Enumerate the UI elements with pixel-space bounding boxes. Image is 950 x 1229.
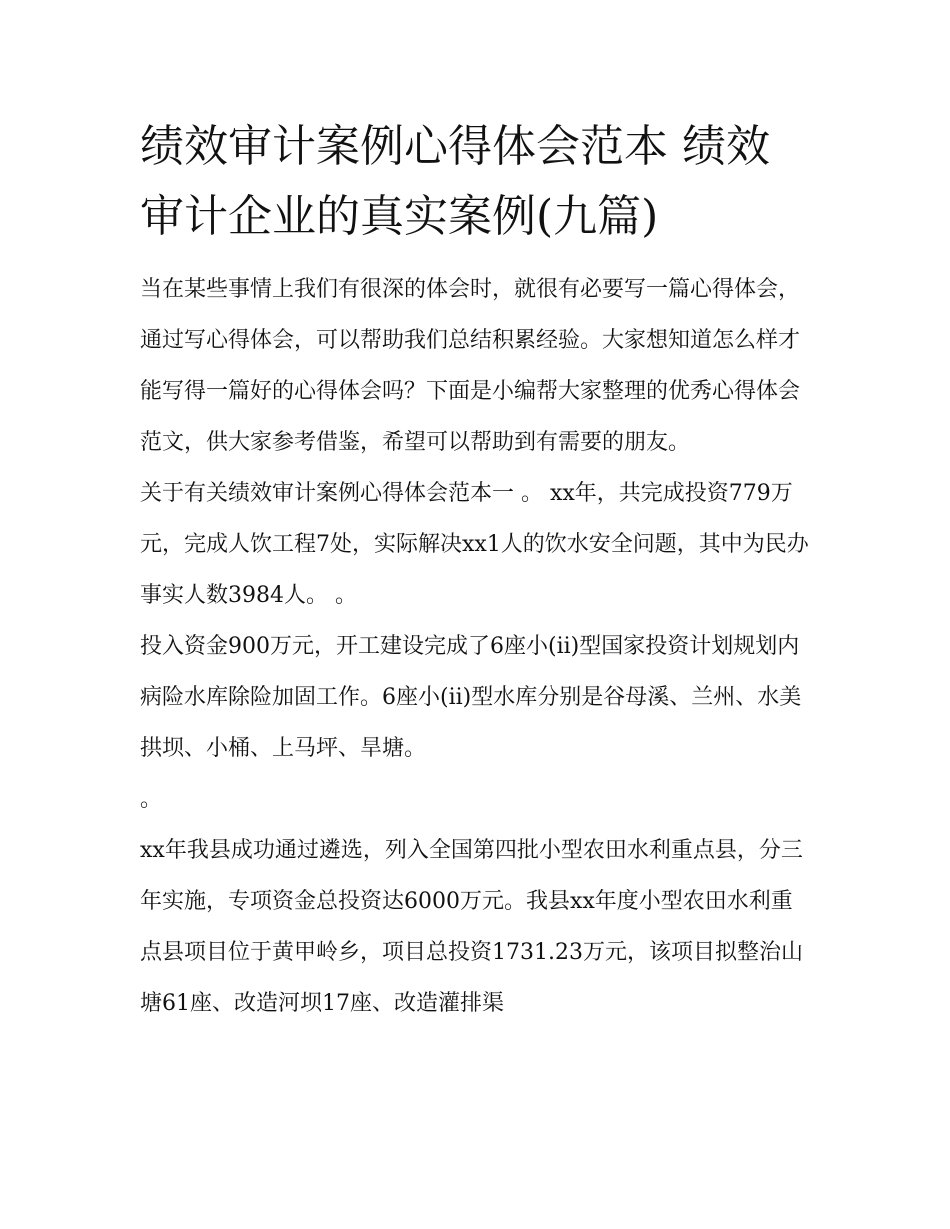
document-body bbox=[140, 112, 812, 1029]
document-title: 绩效审计案例心得体会范本 绩效审计企业的真实案例(九篇) bbox=[140, 121, 770, 242]
paragraph-intro: 当在某些事情上我们有很深的体会时，就很有必要写一篇心得体会，通过写心得体会，可以帮助我们总结积累经验。大家想知道怎么样才能写得一篇好的心得体会吗？下面是小编帮大家整理的优秀心得体会范文，供大家参考借鉴，希望可以帮助到有需要的朋友。 bbox=[140, 277, 801, 455]
paragraph-sample-one: 关于有关绩效审计案例心得体会范本一 。 xx年，共完成投资779万元，完成人饮工程7处，实际解决xx1人的饮水安全问题，其中为民办事实人数3984人。 。 bbox=[140, 481, 809, 608]
paragraph-irrigation: xx年我县成功通过遴选，列入全国第四批小型农田水利重点县，分三年实施，专项资金总投资达6000万元。我县xx年度小型农田水利重点县项目位于黄甲岭乡，项目总投资1731.23万元，该项目拟整治山塘61座、改造河坝17座、改造灌排渠 bbox=[140, 838, 803, 1016]
paragraph-reservoir: 投入资金900万元，开工建设完成了6座小(ii)型国家投资计划规划内病险水库除险加固工作。6座小(ii)型水库分别是谷母溪、兰州、水美拱坝、小桶、上马坪、旱塘。 bbox=[140, 634, 802, 761]
paragraph-separator: 。 bbox=[140, 787, 163, 812]
